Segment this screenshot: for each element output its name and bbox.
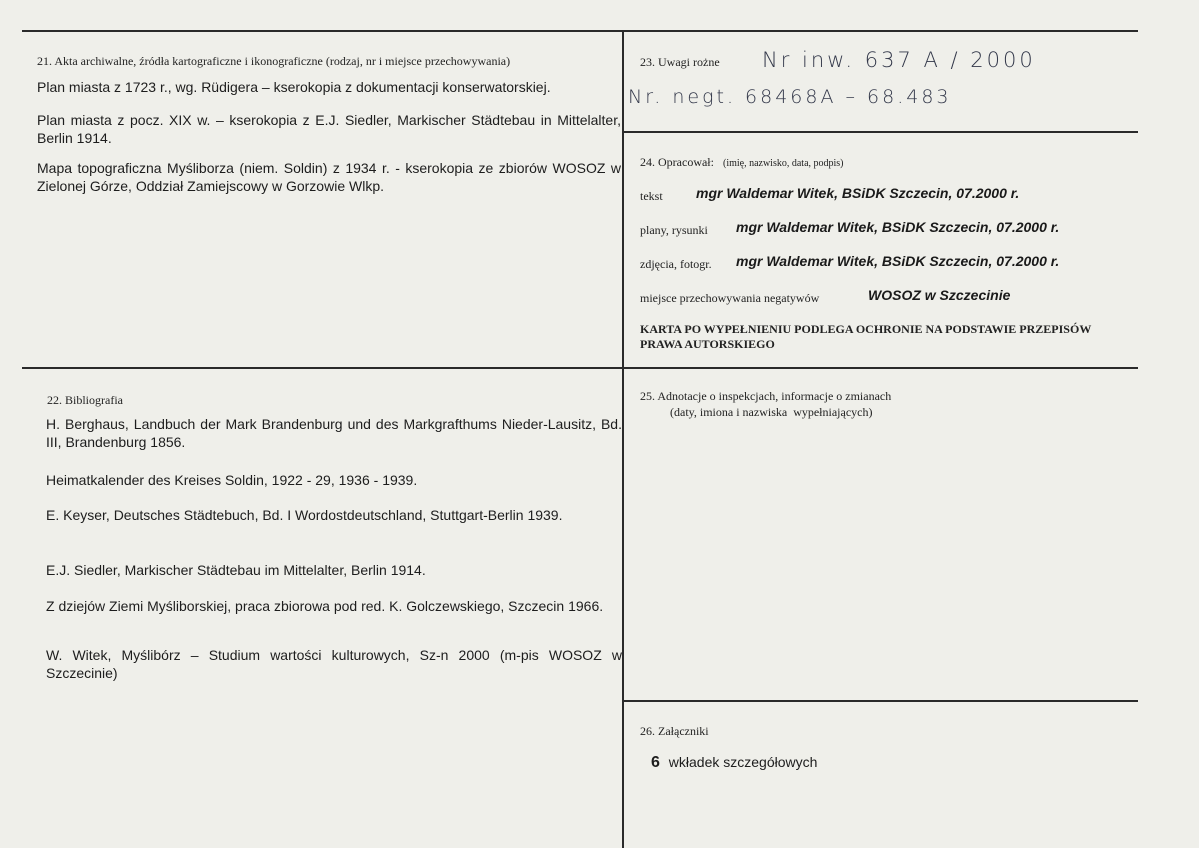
rule-under-23 bbox=[624, 131, 1138, 133]
section-24-title: 24. Opracował: bbox=[640, 155, 714, 169]
attachments-line bbox=[651, 753, 817, 772]
section-26-label: 26. Załączniki bbox=[640, 724, 709, 738]
section-25-sublabel: (daty, imiona i nazwiska wypełniających) bbox=[670, 405, 873, 419]
section-21-label: 21. Akta archiwalne, źródła kartograficzne i ikonograficzne (rodzaj, nr i miejsce przechowywania) bbox=[37, 54, 511, 68]
top-rule bbox=[22, 30, 1138, 32]
bibliography-item: Z dziejów Ziemi Myśliborskiej, praca zbiorowa pod red. K. Golczewskiego, Szczecin 1966. bbox=[46, 598, 604, 614]
bibliography-item: Heimatkalender des Kreises Soldin, 1922 - 29, 1936 - 1939. bbox=[46, 472, 418, 488]
author-row-value: mgr Waldemar Witek, BSiDK Szczecin, 07.2000 r. bbox=[736, 253, 1060, 269]
column-divider bbox=[622, 30, 624, 848]
section-21-item: Plan miasta z pocz. XIX w. – kserokopia z E.J. Siedler, Markischer Städtebau in Mittelalter, Berlin 1914. bbox=[37, 112, 621, 146]
section-25-label: 25. Adnotacje o inspekcjach, informacje o zmianach bbox=[640, 389, 892, 403]
rule-above-26 bbox=[624, 700, 1138, 702]
section-21-item: Plan miasta z 1723 r., wg. Rüdigera – kserokopia z dokumentacji konserwatorskiej. bbox=[37, 79, 551, 95]
author-row-label: plany, rysunki bbox=[640, 223, 708, 237]
author-row-value: WOSOZ w Szczecinie bbox=[868, 287, 1011, 303]
section-22-label: 22. Bibliografia bbox=[47, 393, 123, 407]
attachments-count: 6 bbox=[651, 754, 660, 771]
section-21-item: Mapa topograficzna Myśliborza (niem. Soldin) z 1934 r. - kserokopia ze zbiorów WOSOZ w Zielonej Górze, Oddział Zamiejscowy w Gorzowie Wlkp. bbox=[37, 160, 621, 194]
section-24-label bbox=[640, 155, 844, 170]
bibliography-item: E.J. Siedler, Markischer Städtebau im Mittelalter, Berlin 1914. bbox=[46, 562, 426, 578]
bibliography-item: H. Berghaus, Landbuch der Mark Brandenburg und des Markgrafthums Nieder-Lausitz, Bd. III, Brandenburg 1856. bbox=[46, 416, 622, 450]
author-row-label: tekst bbox=[640, 189, 663, 203]
copyright-notice: KARTA PO WYPEŁNIENIU PODLEGA OCHRONIE NA PODSTAWIE PRZEPISÓW PRAWA AUTORSKIEGO bbox=[640, 322, 1092, 351]
section-23-label: 23. Uwagi rożne bbox=[640, 55, 720, 69]
author-row-value: mgr Waldemar Witek, BSiDK Szczecin, 07.2000 r. bbox=[736, 219, 1060, 235]
section-24-note: (imię, nazwisko, data, podpis) bbox=[722, 158, 844, 169]
bibliography-item: W. Witek, Myślibórz – Studium wartości kulturowych, Sz-n 2000 (m-pis WOSOZ w Szczecinie) bbox=[46, 647, 622, 681]
attachments-text: wkładek szczegółowych bbox=[668, 754, 818, 770]
handwritten-negative-numbers: Nr. negt. 68468A – 68.483 bbox=[628, 86, 952, 108]
author-row-label: miejsce przechowywania negatywów bbox=[640, 291, 820, 305]
handwritten-inventory-number: Nr inw. 637 A / 2000 bbox=[762, 48, 1036, 72]
author-row-label: zdjęcia, fotogr. bbox=[640, 257, 712, 271]
middle-rule bbox=[22, 367, 1138, 369]
bibliography-item: E. Keyser, Deutsches Städtebuch, Bd. I Wordostdeutschland, Stuttgart-Berlin 1939. bbox=[46, 507, 563, 523]
author-row-value: mgr Waldemar Witek, BSiDK Szczecin, 07.2000 r. bbox=[696, 185, 1020, 201]
